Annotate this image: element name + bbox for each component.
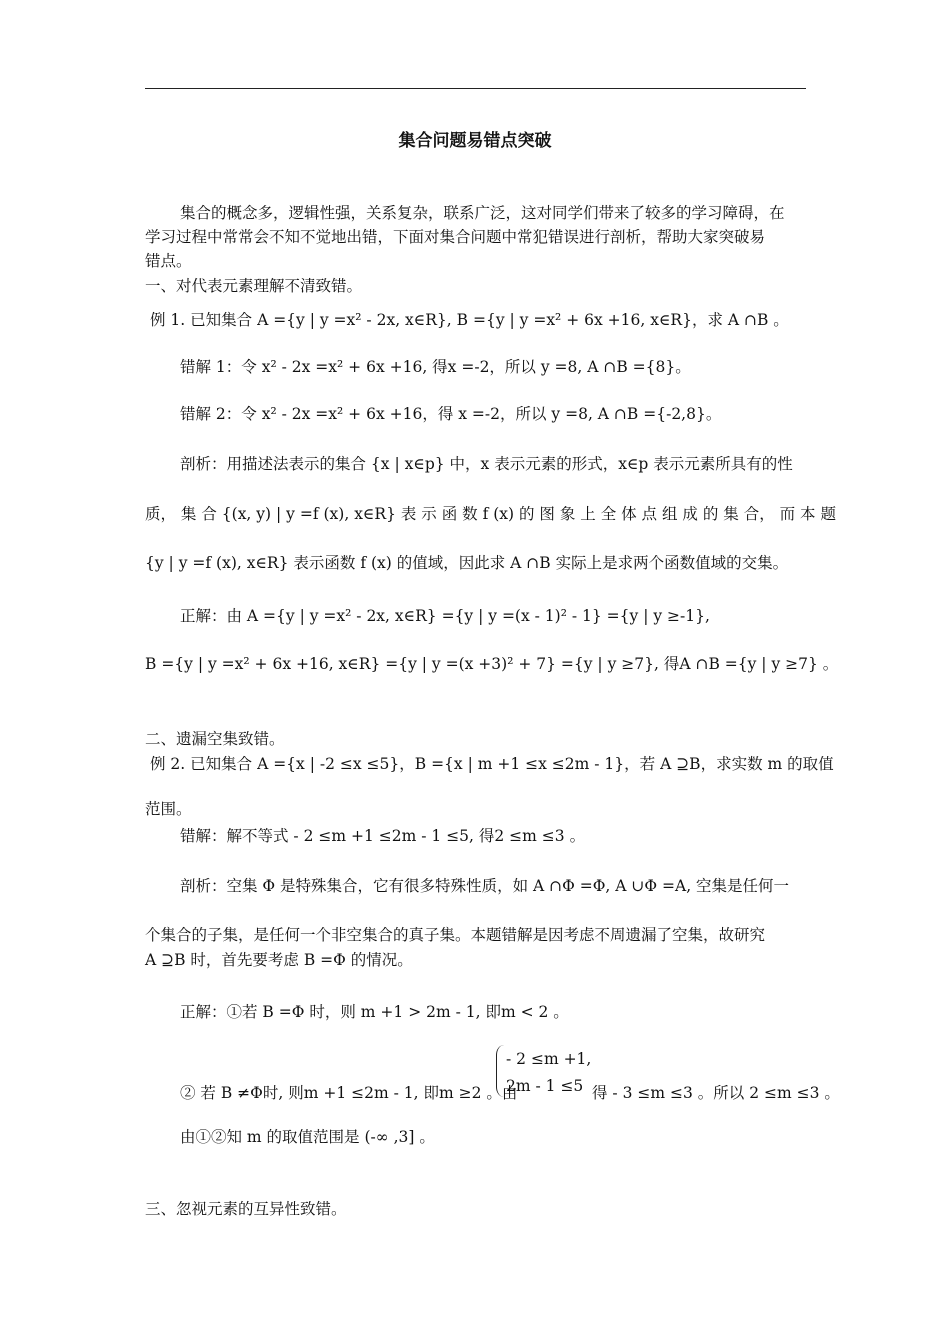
conclusion: 由①②知 m 的取值范围是 (-∞ ,3] 。: [180, 1128, 435, 1146]
analysis-line: 个集合的子集，是任何一个非空集合的真子集。本题错解是因考虑不周遗漏了空集，故研究: [145, 926, 766, 944]
correct-solution-line: 正解：由 A ={y | y =x² - 2x, x∈R} ={y | y =(x - 1)² - 1} ={y | y ≥-1},: [180, 607, 710, 625]
correct-solution-case-2: ② 若 B ≠Φ时, 则m +1 ≤2m - 1, 即m ≥2 。由: [180, 1084, 518, 1102]
example-1: 例 1. 已知集合 A ={y | y =x² - 2x, x∈R}, B ={y | y =x² + 6x +16, x∈R}，求 A ∩B 。: [150, 311, 789, 329]
wrong-solution: 错解：解不等式 - 2 ≤m +1 ≤2m - 1 ≤5, 得2 ≤m ≤3 。: [180, 827, 586, 845]
document-title: 集合问题易错点突破: [398, 131, 552, 151]
system-line: 2m - 1 ≤5: [506, 1077, 584, 1095]
analysis-line: 质， 集 合 {(x, y) | y =f (x), x∈R} 表 示 函 数 f (x) 的 图 象 上 全 体 点 组 成 的 集 合， 而 本 题: [145, 505, 836, 523]
wrong-solution-2: 错解 2：令 x² - 2x =x² + 6x +16，得 x =-2，所以 y =8, A ∩B ={-2,8}。: [180, 405, 722, 423]
header-rule: [145, 88, 806, 89]
system-brace: [496, 1045, 505, 1097]
example-2: 例 2. 已知集合 A ={x | -2 ≤x ≤5}，B ={x | m +1 ≤x ≤2m - 1}，若 A ⊇B，求实数 m 的取值: [150, 755, 834, 773]
wrong-solution-1: 错解 1：令 x² - 2x =x² + 6x +16, 得x =-2，所以 y =8, A ∩B ={8}。: [180, 358, 691, 376]
intro-line: 集合的概念多，逻辑性强，关系复杂，联系广泛，这对同学们带来了较多的学习障碍，在: [180, 204, 785, 222]
example-2-cont: 范围。: [145, 800, 192, 818]
section-1-heading: 一、对代表元素理解不清致错。: [145, 277, 363, 295]
analysis-line: A ⊇B 时，首先要考虑 B =Φ 的情况。: [145, 951, 413, 969]
analysis-line: 剖析：用描述法表示的集合 {x | x∈p} 中，x 表示元素的形式，x∈p 表示元素所具有的性: [180, 455, 793, 473]
system-line: - 2 ≤m +1,: [506, 1050, 592, 1068]
analysis-line: {y | y =f (x), x∈R} 表示函数 f (x) 的值域，因此求 A ∩B 实际上是求两个函数值域的交集。: [145, 554, 789, 572]
analysis-line: 剖析：空集 Φ 是特殊集合，它有很多特殊性质，如 A ∩Φ =Φ, A ∪Φ =A, 空集是任何一: [180, 877, 790, 895]
section-3-heading: 三、忽视元素的互异性致错。: [145, 1200, 347, 1218]
intro-line: 学习过程中常常会不知不觉地出错，下面对集合问题中常犯错误进行剖析，帮助大家突破易: [145, 228, 766, 246]
correct-solution-line: B ={y | y =x² + 6x +16, x∈R} ={y | y =(x +3)² + 7} ={y | y ≥7}, 得A ∩B ={y | y ≥7} 。: [145, 655, 839, 673]
correct-solution-case-2-result: 得 - 3 ≤m ≤3 。所以 2 ≤m ≤3 。: [592, 1084, 840, 1102]
correct-solution-case-1: 正解：①若 B =Φ 时，则 m +1 > 2m - 1, 即m < 2 。: [180, 1003, 569, 1021]
section-2-heading: 二、遗漏空集致错。: [145, 730, 285, 748]
intro-line: 错点。: [145, 252, 192, 270]
